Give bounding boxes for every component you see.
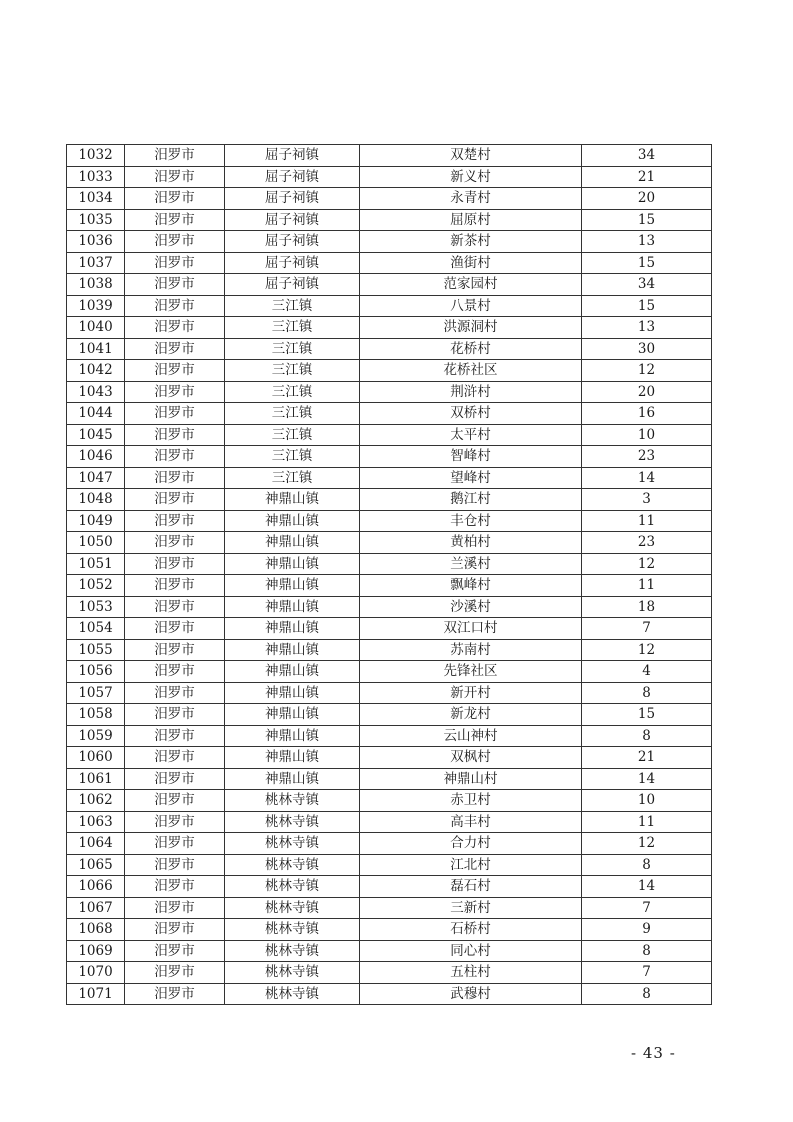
row-number-cell: 1053 (67, 596, 125, 618)
village-table (66, 144, 712, 1005)
town-cell: 三江镇 (225, 295, 360, 317)
row-number-cell: 1054 (67, 618, 125, 640)
city-cell: 汨罗市 (125, 381, 225, 403)
village-cell: 五柱村 (360, 962, 582, 984)
row-number-cell: 1050 (67, 532, 125, 554)
town-cell: 神鼎山镇 (225, 704, 360, 726)
count-cell: 18 (582, 596, 712, 618)
count-cell: 15 (582, 295, 712, 317)
table-row (67, 747, 712, 769)
village-cell: 高丰村 (360, 811, 582, 833)
table-row (67, 940, 712, 962)
table-row (67, 381, 712, 403)
row-number-cell: 1067 (67, 897, 125, 919)
count-cell: 10 (582, 790, 712, 812)
village-cell: 双楚村 (360, 145, 582, 167)
village-cell: 飘峰村 (360, 575, 582, 597)
village-table-container (66, 144, 711, 1005)
city-cell: 汨罗市 (125, 833, 225, 855)
table-body (67, 145, 712, 1005)
table-row (67, 790, 712, 812)
village-cell: 神鼎山村 (360, 768, 582, 790)
count-cell: 10 (582, 424, 712, 446)
village-cell: 兰溪村 (360, 553, 582, 575)
town-cell: 神鼎山镇 (225, 489, 360, 511)
village-cell: 磊石村 (360, 876, 582, 898)
table-row (67, 596, 712, 618)
count-cell: 15 (582, 704, 712, 726)
count-cell: 30 (582, 338, 712, 360)
table-row (67, 897, 712, 919)
count-cell: 15 (582, 252, 712, 274)
city-cell: 汨罗市 (125, 575, 225, 597)
village-cell: 石桥村 (360, 919, 582, 941)
town-cell: 屈子祠镇 (225, 188, 360, 210)
town-cell: 桃林寺镇 (225, 940, 360, 962)
city-cell: 汨罗市 (125, 661, 225, 683)
village-cell: 黄柏村 (360, 532, 582, 554)
town-cell: 桃林寺镇 (225, 790, 360, 812)
town-cell: 桃林寺镇 (225, 897, 360, 919)
town-cell: 桃林寺镇 (225, 811, 360, 833)
count-cell: 14 (582, 467, 712, 489)
table-row (67, 919, 712, 941)
city-cell: 汨罗市 (125, 446, 225, 468)
city-cell: 汨罗市 (125, 489, 225, 511)
town-cell: 三江镇 (225, 338, 360, 360)
count-cell: 7 (582, 618, 712, 640)
town-cell: 屈子祠镇 (225, 145, 360, 167)
city-cell: 汨罗市 (125, 618, 225, 640)
table-row (67, 768, 712, 790)
table-row (67, 424, 712, 446)
village-cell: 双桥村 (360, 403, 582, 425)
city-cell: 汨罗市 (125, 188, 225, 210)
count-cell: 21 (582, 166, 712, 188)
count-cell: 12 (582, 833, 712, 855)
town-cell: 神鼎山镇 (225, 725, 360, 747)
table-row (67, 833, 712, 855)
table-row (67, 274, 712, 296)
table-row (67, 317, 712, 339)
village-cell: 永青村 (360, 188, 582, 210)
count-cell: 20 (582, 381, 712, 403)
table-row (67, 295, 712, 317)
count-cell: 11 (582, 575, 712, 597)
row-number-cell: 1044 (67, 403, 125, 425)
city-cell: 汨罗市 (125, 360, 225, 382)
village-cell: 合力村 (360, 833, 582, 855)
count-cell: 21 (582, 747, 712, 769)
table-row (67, 252, 712, 274)
village-cell: 同心村 (360, 940, 582, 962)
row-number-cell: 1042 (67, 360, 125, 382)
town-cell: 神鼎山镇 (225, 661, 360, 683)
village-cell: 渔街村 (360, 252, 582, 274)
town-cell: 三江镇 (225, 317, 360, 339)
village-cell: 赤卫村 (360, 790, 582, 812)
town-cell: 神鼎山镇 (225, 682, 360, 704)
count-cell: 11 (582, 510, 712, 532)
town-cell: 神鼎山镇 (225, 596, 360, 618)
count-cell: 23 (582, 532, 712, 554)
row-number-cell: 1040 (67, 317, 125, 339)
count-cell: 9 (582, 919, 712, 941)
count-cell: 7 (582, 962, 712, 984)
village-cell: 先锋社区 (360, 661, 582, 683)
town-cell: 桃林寺镇 (225, 919, 360, 941)
village-cell: 花桥社区 (360, 360, 582, 382)
city-cell: 汨罗市 (125, 145, 225, 167)
row-number-cell: 1068 (67, 919, 125, 941)
city-cell: 汨罗市 (125, 919, 225, 941)
row-number-cell: 1051 (67, 553, 125, 575)
city-cell: 汨罗市 (125, 725, 225, 747)
count-cell: 8 (582, 682, 712, 704)
count-cell: 23 (582, 446, 712, 468)
village-cell: 望峰村 (360, 467, 582, 489)
count-cell: 8 (582, 854, 712, 876)
table-row (67, 467, 712, 489)
row-number-cell: 1057 (67, 682, 125, 704)
city-cell: 汨罗市 (125, 682, 225, 704)
city-cell: 汨罗市 (125, 510, 225, 532)
row-number-cell: 1043 (67, 381, 125, 403)
village-cell: 范家园村 (360, 274, 582, 296)
row-number-cell: 1049 (67, 510, 125, 532)
table-row (67, 209, 712, 231)
count-cell: 11 (582, 811, 712, 833)
town-cell: 屈子祠镇 (225, 274, 360, 296)
town-cell: 神鼎山镇 (225, 747, 360, 769)
table-row (67, 188, 712, 210)
count-cell: 7 (582, 897, 712, 919)
village-cell: 新开村 (360, 682, 582, 704)
count-cell: 14 (582, 768, 712, 790)
row-number-cell: 1037 (67, 252, 125, 274)
table-row (67, 166, 712, 188)
town-cell: 神鼎山镇 (225, 575, 360, 597)
page-number: - 43 - (631, 1044, 676, 1062)
city-cell: 汨罗市 (125, 704, 225, 726)
town-cell: 神鼎山镇 (225, 553, 360, 575)
city-cell: 汨罗市 (125, 467, 225, 489)
count-cell: 12 (582, 639, 712, 661)
row-number-cell: 1058 (67, 704, 125, 726)
row-number-cell: 1064 (67, 833, 125, 855)
table-row (67, 145, 712, 167)
city-cell: 汨罗市 (125, 403, 225, 425)
row-number-cell: 1065 (67, 854, 125, 876)
row-number-cell: 1034 (67, 188, 125, 210)
count-cell: 3 (582, 489, 712, 511)
row-number-cell: 1035 (67, 209, 125, 231)
city-cell: 汨罗市 (125, 252, 225, 274)
table-row (67, 489, 712, 511)
city-cell: 汨罗市 (125, 768, 225, 790)
count-cell: 34 (582, 274, 712, 296)
table-row (67, 360, 712, 382)
town-cell: 桃林寺镇 (225, 854, 360, 876)
row-number-cell: 1033 (67, 166, 125, 188)
table-row (67, 983, 712, 1005)
town-cell: 屈子祠镇 (225, 231, 360, 253)
row-number-cell: 1062 (67, 790, 125, 812)
table-row (67, 338, 712, 360)
city-cell: 汨罗市 (125, 854, 225, 876)
city-cell: 汨罗市 (125, 317, 225, 339)
village-cell: 江北村 (360, 854, 582, 876)
table-row (67, 704, 712, 726)
town-cell: 桃林寺镇 (225, 876, 360, 898)
count-cell: 34 (582, 145, 712, 167)
city-cell: 汨罗市 (125, 209, 225, 231)
count-cell: 13 (582, 231, 712, 253)
row-number-cell: 1055 (67, 639, 125, 661)
town-cell: 神鼎山镇 (225, 768, 360, 790)
town-cell: 桃林寺镇 (225, 962, 360, 984)
row-number-cell: 1032 (67, 145, 125, 167)
village-cell: 新龙村 (360, 704, 582, 726)
row-number-cell: 1063 (67, 811, 125, 833)
table-row (67, 510, 712, 532)
table-row (67, 725, 712, 747)
table-row (67, 661, 712, 683)
town-cell: 屈子祠镇 (225, 166, 360, 188)
city-cell: 汨罗市 (125, 940, 225, 962)
row-number-cell: 1045 (67, 424, 125, 446)
town-cell: 三江镇 (225, 381, 360, 403)
city-cell: 汨罗市 (125, 553, 225, 575)
table-row (67, 811, 712, 833)
count-cell: 13 (582, 317, 712, 339)
town-cell: 三江镇 (225, 446, 360, 468)
city-cell: 汨罗市 (125, 790, 225, 812)
row-number-cell: 1047 (67, 467, 125, 489)
village-cell: 洪源洞村 (360, 317, 582, 339)
town-cell: 三江镇 (225, 360, 360, 382)
town-cell: 三江镇 (225, 424, 360, 446)
row-number-cell: 1039 (67, 295, 125, 317)
village-cell: 武穆村 (360, 983, 582, 1005)
table-row (67, 553, 712, 575)
city-cell: 汨罗市 (125, 983, 225, 1005)
table-row (67, 532, 712, 554)
table-row (67, 403, 712, 425)
village-cell: 鹅江村 (360, 489, 582, 511)
row-number-cell: 1071 (67, 983, 125, 1005)
table-row (67, 446, 712, 468)
town-cell: 屈子祠镇 (225, 252, 360, 274)
village-cell: 花桥村 (360, 338, 582, 360)
town-cell: 桃林寺镇 (225, 833, 360, 855)
village-cell: 双枫村 (360, 747, 582, 769)
village-cell: 新义村 (360, 166, 582, 188)
row-number-cell: 1038 (67, 274, 125, 296)
city-cell: 汨罗市 (125, 811, 225, 833)
village-cell: 八景村 (360, 295, 582, 317)
village-cell: 沙溪村 (360, 596, 582, 618)
count-cell: 12 (582, 553, 712, 575)
count-cell: 8 (582, 725, 712, 747)
city-cell: 汨罗市 (125, 596, 225, 618)
city-cell: 汨罗市 (125, 747, 225, 769)
table-row (67, 639, 712, 661)
row-number-cell: 1056 (67, 661, 125, 683)
row-number-cell: 1060 (67, 747, 125, 769)
row-number-cell: 1041 (67, 338, 125, 360)
city-cell: 汨罗市 (125, 338, 225, 360)
city-cell: 汨罗市 (125, 532, 225, 554)
town-cell: 三江镇 (225, 467, 360, 489)
row-number-cell: 1046 (67, 446, 125, 468)
city-cell: 汨罗市 (125, 639, 225, 661)
village-cell: 苏南村 (360, 639, 582, 661)
row-number-cell: 1069 (67, 940, 125, 962)
city-cell: 汨罗市 (125, 876, 225, 898)
row-number-cell: 1061 (67, 768, 125, 790)
count-cell: 4 (582, 661, 712, 683)
row-number-cell: 1052 (67, 575, 125, 597)
city-cell: 汨罗市 (125, 897, 225, 919)
count-cell: 16 (582, 403, 712, 425)
village-cell: 丰仓村 (360, 510, 582, 532)
village-cell: 新茶村 (360, 231, 582, 253)
town-cell: 神鼎山镇 (225, 639, 360, 661)
row-number-cell: 1066 (67, 876, 125, 898)
town-cell: 神鼎山镇 (225, 510, 360, 532)
count-cell: 8 (582, 940, 712, 962)
city-cell: 汨罗市 (125, 424, 225, 446)
town-cell: 神鼎山镇 (225, 618, 360, 640)
count-cell: 12 (582, 360, 712, 382)
table-row (67, 618, 712, 640)
count-cell: 15 (582, 209, 712, 231)
village-cell: 屈原村 (360, 209, 582, 231)
town-cell: 三江镇 (225, 403, 360, 425)
city-cell: 汨罗市 (125, 231, 225, 253)
row-number-cell: 1059 (67, 725, 125, 747)
city-cell: 汨罗市 (125, 295, 225, 317)
village-cell: 云山神村 (360, 725, 582, 747)
city-cell: 汨罗市 (125, 166, 225, 188)
village-cell: 三新村 (360, 897, 582, 919)
city-cell: 汨罗市 (125, 962, 225, 984)
town-cell: 桃林寺镇 (225, 983, 360, 1005)
village-cell: 荆浒村 (360, 381, 582, 403)
village-cell: 智峰村 (360, 446, 582, 468)
table-row (67, 854, 712, 876)
table-row (67, 876, 712, 898)
town-cell: 屈子祠镇 (225, 209, 360, 231)
town-cell: 神鼎山镇 (225, 532, 360, 554)
count-cell: 14 (582, 876, 712, 898)
row-number-cell: 1048 (67, 489, 125, 511)
row-number-cell: 1036 (67, 231, 125, 253)
table-row (67, 231, 712, 253)
table-row (67, 575, 712, 597)
count-cell: 20 (582, 188, 712, 210)
city-cell: 汨罗市 (125, 274, 225, 296)
table-row (67, 962, 712, 984)
row-number-cell: 1070 (67, 962, 125, 984)
table-row (67, 682, 712, 704)
count-cell: 8 (582, 983, 712, 1005)
village-cell: 双江口村 (360, 618, 582, 640)
village-cell: 太平村 (360, 424, 582, 446)
